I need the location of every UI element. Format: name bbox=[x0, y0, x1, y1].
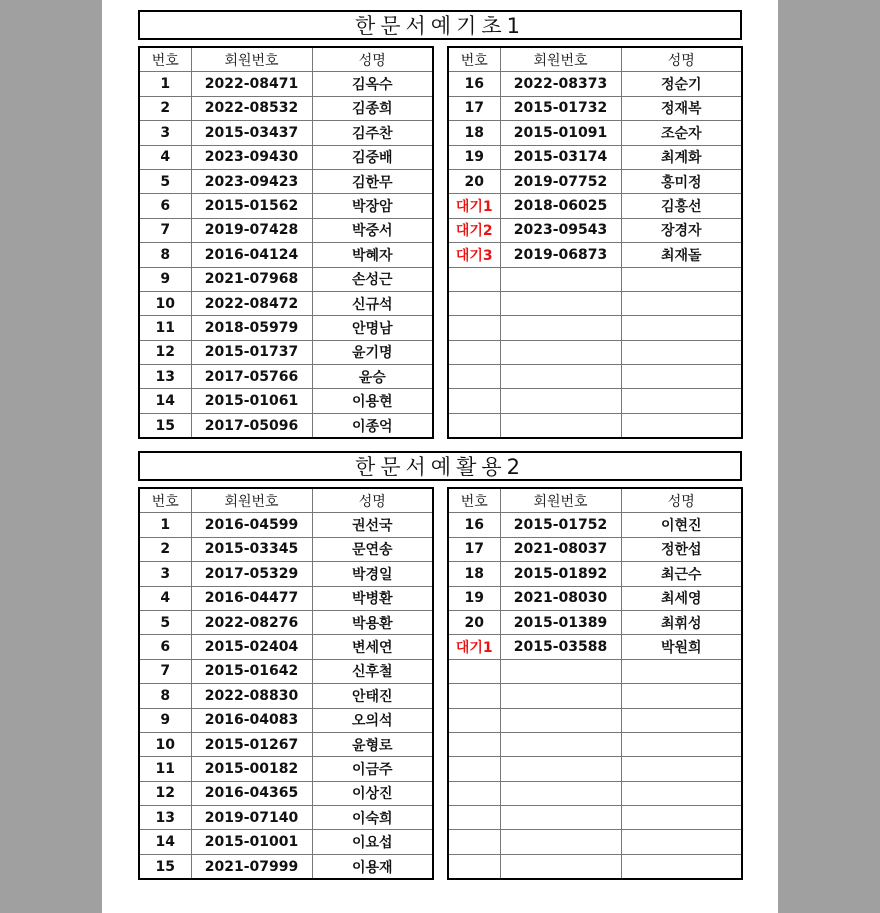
member-id: 2019-07752 bbox=[500, 169, 621, 193]
header-name: 성명 bbox=[312, 488, 433, 513]
table-row bbox=[139, 243, 433, 267]
roster-table-2-left bbox=[138, 487, 434, 880]
member-name: 김옥수 bbox=[312, 72, 433, 96]
table-row bbox=[448, 708, 742, 732]
member-id: 2019-07140 bbox=[191, 806, 312, 830]
member-id: 2015-03345 bbox=[191, 537, 312, 561]
table-row bbox=[139, 169, 433, 193]
row-number bbox=[448, 413, 500, 438]
member-id: 2017-05329 bbox=[191, 562, 312, 586]
member-id: 2018-05979 bbox=[191, 316, 312, 340]
member-name: 윤기명 bbox=[312, 340, 433, 364]
table-row bbox=[448, 513, 742, 537]
table-row bbox=[139, 830, 433, 854]
member-id bbox=[500, 340, 621, 364]
row-number: 11 bbox=[139, 757, 191, 781]
row-number bbox=[448, 291, 500, 315]
member-name bbox=[621, 757, 742, 781]
row-number: 13 bbox=[139, 365, 191, 389]
member-id bbox=[500, 757, 621, 781]
member-name: 박장암 bbox=[312, 194, 433, 218]
member-id: 2015-01562 bbox=[191, 194, 312, 218]
row-number bbox=[448, 316, 500, 340]
section-title-2: 한문서예활용2 bbox=[138, 451, 742, 481]
member-name bbox=[621, 708, 742, 732]
table-header-row bbox=[448, 47, 742, 72]
table-row bbox=[448, 684, 742, 708]
member-id: 2015-01091 bbox=[500, 121, 621, 145]
table-row bbox=[448, 340, 742, 364]
table-row bbox=[139, 365, 433, 389]
member-name bbox=[621, 291, 742, 315]
row-number: 8 bbox=[139, 684, 191, 708]
table-row bbox=[139, 781, 433, 805]
row-number bbox=[448, 389, 500, 413]
table-header-row bbox=[139, 47, 433, 72]
row-number: 14 bbox=[139, 830, 191, 854]
table-row bbox=[448, 659, 742, 683]
table-row bbox=[139, 291, 433, 315]
table-row bbox=[448, 72, 742, 96]
row-number: 14 bbox=[139, 389, 191, 413]
row-number bbox=[448, 854, 500, 879]
row-number bbox=[448, 732, 500, 756]
table-row bbox=[139, 413, 433, 438]
row-number: 15 bbox=[139, 854, 191, 879]
member-name: 최계화 bbox=[621, 145, 742, 169]
member-id bbox=[500, 781, 621, 805]
table-row bbox=[448, 610, 742, 634]
member-id: 2021-07999 bbox=[191, 854, 312, 879]
row-number: 6 bbox=[139, 635, 191, 659]
member-name: 오의석 bbox=[312, 708, 433, 732]
member-name: 변세연 bbox=[312, 635, 433, 659]
member-name: 김종희 bbox=[312, 96, 433, 120]
member-id bbox=[500, 267, 621, 291]
table-row bbox=[448, 389, 742, 413]
row-number bbox=[448, 781, 500, 805]
table-row bbox=[139, 684, 433, 708]
row-number: 9 bbox=[139, 267, 191, 291]
table-row bbox=[448, 145, 742, 169]
member-id: 2022-08830 bbox=[191, 684, 312, 708]
table-row bbox=[139, 806, 433, 830]
row-number: 8 bbox=[139, 243, 191, 267]
member-id: 2023-09423 bbox=[191, 169, 312, 193]
table-row bbox=[139, 562, 433, 586]
member-id: 2019-06873 bbox=[500, 243, 621, 267]
member-name bbox=[621, 781, 742, 805]
roster-table-1-left bbox=[138, 46, 434, 439]
table-row bbox=[448, 96, 742, 120]
row-number: 7 bbox=[139, 218, 191, 242]
member-name: 안태진 bbox=[312, 684, 433, 708]
member-id: 2015-01061 bbox=[191, 389, 312, 413]
row-number bbox=[448, 365, 500, 389]
row-number: 20 bbox=[448, 610, 500, 634]
member-name bbox=[621, 413, 742, 438]
row-number: 대기1 bbox=[448, 635, 500, 659]
header-name: 성명 bbox=[621, 47, 742, 72]
member-id: 2015-01737 bbox=[191, 340, 312, 364]
row-number: 4 bbox=[139, 586, 191, 610]
member-id: 2015-01732 bbox=[500, 96, 621, 120]
row-number: 대기1 bbox=[448, 194, 500, 218]
table-row bbox=[139, 96, 433, 120]
member-id: 2021-08037 bbox=[500, 537, 621, 561]
row-number bbox=[448, 806, 500, 830]
table-row bbox=[139, 218, 433, 242]
member-name: 홍미정 bbox=[621, 169, 742, 193]
header-member-id: 회원번호 bbox=[500, 488, 621, 513]
table-row bbox=[448, 316, 742, 340]
member-id: 2015-01642 bbox=[191, 659, 312, 683]
member-id: 2019-07428 bbox=[191, 218, 312, 242]
row-number: 5 bbox=[139, 610, 191, 634]
member-id bbox=[500, 732, 621, 756]
table-row bbox=[139, 635, 433, 659]
member-name bbox=[621, 854, 742, 879]
member-id: 2016-04477 bbox=[191, 586, 312, 610]
member-name: 최재돌 bbox=[621, 243, 742, 267]
member-id: 2016-04124 bbox=[191, 243, 312, 267]
member-name: 김주찬 bbox=[312, 121, 433, 145]
row-number: 18 bbox=[448, 121, 500, 145]
member-name: 이현진 bbox=[621, 513, 742, 537]
table-row bbox=[139, 732, 433, 756]
member-name: 최근수 bbox=[621, 562, 742, 586]
member-name: 조순자 bbox=[621, 121, 742, 145]
row-number bbox=[448, 757, 500, 781]
member-id: 2016-04599 bbox=[191, 513, 312, 537]
row-number: 15 bbox=[139, 413, 191, 438]
member-name: 박용환 bbox=[312, 610, 433, 634]
member-name bbox=[621, 732, 742, 756]
header-no: 번호 bbox=[139, 488, 191, 513]
member-name: 박원희 bbox=[621, 635, 742, 659]
member-id: 2015-01389 bbox=[500, 610, 621, 634]
row-number: 19 bbox=[448, 586, 500, 610]
table-row bbox=[139, 586, 433, 610]
member-name: 박병환 bbox=[312, 586, 433, 610]
member-name: 권선국 bbox=[312, 513, 433, 537]
member-id: 2015-01267 bbox=[191, 732, 312, 756]
table-row bbox=[448, 732, 742, 756]
member-id: 2017-05096 bbox=[191, 413, 312, 438]
member-id: 2015-02404 bbox=[191, 635, 312, 659]
row-number: 20 bbox=[448, 169, 500, 193]
row-number: 대기3 bbox=[448, 243, 500, 267]
member-id: 2021-07968 bbox=[191, 267, 312, 291]
table-row bbox=[139, 389, 433, 413]
row-number: 13 bbox=[139, 806, 191, 830]
table-row bbox=[448, 194, 742, 218]
member-id bbox=[500, 413, 621, 438]
table-row bbox=[139, 340, 433, 364]
row-number: 10 bbox=[139, 732, 191, 756]
member-name bbox=[621, 365, 742, 389]
table-row bbox=[139, 145, 433, 169]
member-name bbox=[621, 806, 742, 830]
member-name: 박혜자 bbox=[312, 243, 433, 267]
table-row bbox=[448, 830, 742, 854]
member-name bbox=[621, 830, 742, 854]
row-number: 12 bbox=[139, 781, 191, 805]
member-id: 2015-03437 bbox=[191, 121, 312, 145]
member-id bbox=[500, 830, 621, 854]
table-row bbox=[139, 267, 433, 291]
member-id: 2015-03588 bbox=[500, 635, 621, 659]
section-title-1: 한문서예기초1 bbox=[138, 10, 742, 40]
table-row bbox=[448, 562, 742, 586]
row-number: 2 bbox=[139, 96, 191, 120]
member-id: 2023-09543 bbox=[500, 218, 621, 242]
table-row bbox=[448, 365, 742, 389]
member-id: 2015-01752 bbox=[500, 513, 621, 537]
table-row bbox=[139, 72, 433, 96]
table-row bbox=[139, 854, 433, 879]
table-row bbox=[448, 781, 742, 805]
row-number: 16 bbox=[448, 513, 500, 537]
member-name: 최세영 bbox=[621, 586, 742, 610]
member-id: 2022-08471 bbox=[191, 72, 312, 96]
table-row bbox=[448, 586, 742, 610]
member-name: 이상진 bbox=[312, 781, 433, 805]
member-name: 박중서 bbox=[312, 218, 433, 242]
member-id bbox=[500, 854, 621, 879]
member-name bbox=[621, 316, 742, 340]
row-number: 10 bbox=[139, 291, 191, 315]
row-number: 대기2 bbox=[448, 218, 500, 242]
header-no: 번호 bbox=[448, 488, 500, 513]
member-name bbox=[621, 659, 742, 683]
member-name: 김중배 bbox=[312, 145, 433, 169]
row-number: 4 bbox=[139, 145, 191, 169]
table-row bbox=[448, 291, 742, 315]
row-number: 1 bbox=[139, 513, 191, 537]
roster-table-1-right bbox=[447, 46, 743, 439]
member-id: 2018-06025 bbox=[500, 194, 621, 218]
table-row bbox=[448, 218, 742, 242]
member-name: 정순기 bbox=[621, 72, 742, 96]
member-name bbox=[621, 340, 742, 364]
member-name: 장경자 bbox=[621, 218, 742, 242]
table-row bbox=[448, 121, 742, 145]
table-row bbox=[139, 610, 433, 634]
table-row bbox=[448, 267, 742, 291]
member-name: 김한무 bbox=[312, 169, 433, 193]
member-id: 2016-04365 bbox=[191, 781, 312, 805]
member-id: 2017-05766 bbox=[191, 365, 312, 389]
member-id bbox=[500, 316, 621, 340]
row-number: 16 bbox=[448, 72, 500, 96]
member-id bbox=[500, 389, 621, 413]
member-name bbox=[621, 267, 742, 291]
member-name: 윤승 bbox=[312, 365, 433, 389]
member-name: 정재복 bbox=[621, 96, 742, 120]
table-row bbox=[448, 854, 742, 879]
member-name bbox=[621, 389, 742, 413]
member-id bbox=[500, 291, 621, 315]
member-id: 2022-08373 bbox=[500, 72, 621, 96]
table-row bbox=[448, 537, 742, 561]
table-row bbox=[448, 413, 742, 438]
table-row bbox=[448, 635, 742, 659]
table-row bbox=[448, 169, 742, 193]
member-id: 2016-04083 bbox=[191, 708, 312, 732]
member-name: 신후철 bbox=[312, 659, 433, 683]
row-number: 2 bbox=[139, 537, 191, 561]
member-name: 문연송 bbox=[312, 537, 433, 561]
table-row bbox=[139, 194, 433, 218]
header-member-id: 회원번호 bbox=[500, 47, 621, 72]
header-member-id: 회원번호 bbox=[191, 47, 312, 72]
row-number: 17 bbox=[448, 537, 500, 561]
table-row bbox=[139, 659, 433, 683]
row-number: 11 bbox=[139, 316, 191, 340]
row-number: 1 bbox=[139, 72, 191, 96]
member-name: 신규석 bbox=[312, 291, 433, 315]
row-number bbox=[448, 708, 500, 732]
row-number bbox=[448, 659, 500, 683]
row-number: 6 bbox=[139, 194, 191, 218]
row-number: 3 bbox=[139, 562, 191, 586]
roster-table-2-right bbox=[447, 487, 743, 880]
member-name: 김홍선 bbox=[621, 194, 742, 218]
table-row bbox=[139, 708, 433, 732]
row-number: 9 bbox=[139, 708, 191, 732]
row-number: 5 bbox=[139, 169, 191, 193]
row-number bbox=[448, 830, 500, 854]
header-member-id: 회원번호 bbox=[191, 488, 312, 513]
member-id: 2015-01001 bbox=[191, 830, 312, 854]
member-name bbox=[621, 684, 742, 708]
member-name: 박경일 bbox=[312, 562, 433, 586]
member-id bbox=[500, 365, 621, 389]
member-id: 2022-08472 bbox=[191, 291, 312, 315]
row-number: 7 bbox=[139, 659, 191, 683]
table-row bbox=[448, 757, 742, 781]
document-page bbox=[102, 0, 778, 913]
table-header-row bbox=[448, 488, 742, 513]
row-number: 18 bbox=[448, 562, 500, 586]
header-name: 성명 bbox=[621, 488, 742, 513]
member-name: 최휘성 bbox=[621, 610, 742, 634]
header-name: 성명 bbox=[312, 47, 433, 72]
member-name: 이금주 bbox=[312, 757, 433, 781]
member-id bbox=[500, 708, 621, 732]
table-row bbox=[139, 513, 433, 537]
member-id bbox=[500, 806, 621, 830]
table-row bbox=[448, 243, 742, 267]
header-no: 번호 bbox=[139, 47, 191, 72]
row-number: 19 bbox=[448, 145, 500, 169]
table-row bbox=[139, 537, 433, 561]
member-name: 이용현 bbox=[312, 389, 433, 413]
table-row bbox=[448, 806, 742, 830]
row-number bbox=[448, 340, 500, 364]
member-id: 2021-08030 bbox=[500, 586, 621, 610]
member-id bbox=[500, 684, 621, 708]
header-no: 번호 bbox=[448, 47, 500, 72]
row-number: 17 bbox=[448, 96, 500, 120]
member-name: 손성근 bbox=[312, 267, 433, 291]
member-id: 2023-09430 bbox=[191, 145, 312, 169]
member-name: 이종억 bbox=[312, 413, 433, 438]
member-name: 윤형로 bbox=[312, 732, 433, 756]
row-number bbox=[448, 267, 500, 291]
member-id: 2022-08532 bbox=[191, 96, 312, 120]
member-name: 이용재 bbox=[312, 854, 433, 879]
member-name: 이숙희 bbox=[312, 806, 433, 830]
table-row bbox=[139, 121, 433, 145]
table-row bbox=[139, 757, 433, 781]
member-id: 2015-00182 bbox=[191, 757, 312, 781]
member-id: 2015-03174 bbox=[500, 145, 621, 169]
member-id bbox=[500, 659, 621, 683]
member-id: 2022-08276 bbox=[191, 610, 312, 634]
row-number: 12 bbox=[139, 340, 191, 364]
row-number: 3 bbox=[139, 121, 191, 145]
table-row bbox=[139, 316, 433, 340]
row-number bbox=[448, 684, 500, 708]
member-name: 안명남 bbox=[312, 316, 433, 340]
member-name: 이요섭 bbox=[312, 830, 433, 854]
member-name: 정한섭 bbox=[621, 537, 742, 561]
table-header-row bbox=[139, 488, 433, 513]
member-id: 2015-01892 bbox=[500, 562, 621, 586]
